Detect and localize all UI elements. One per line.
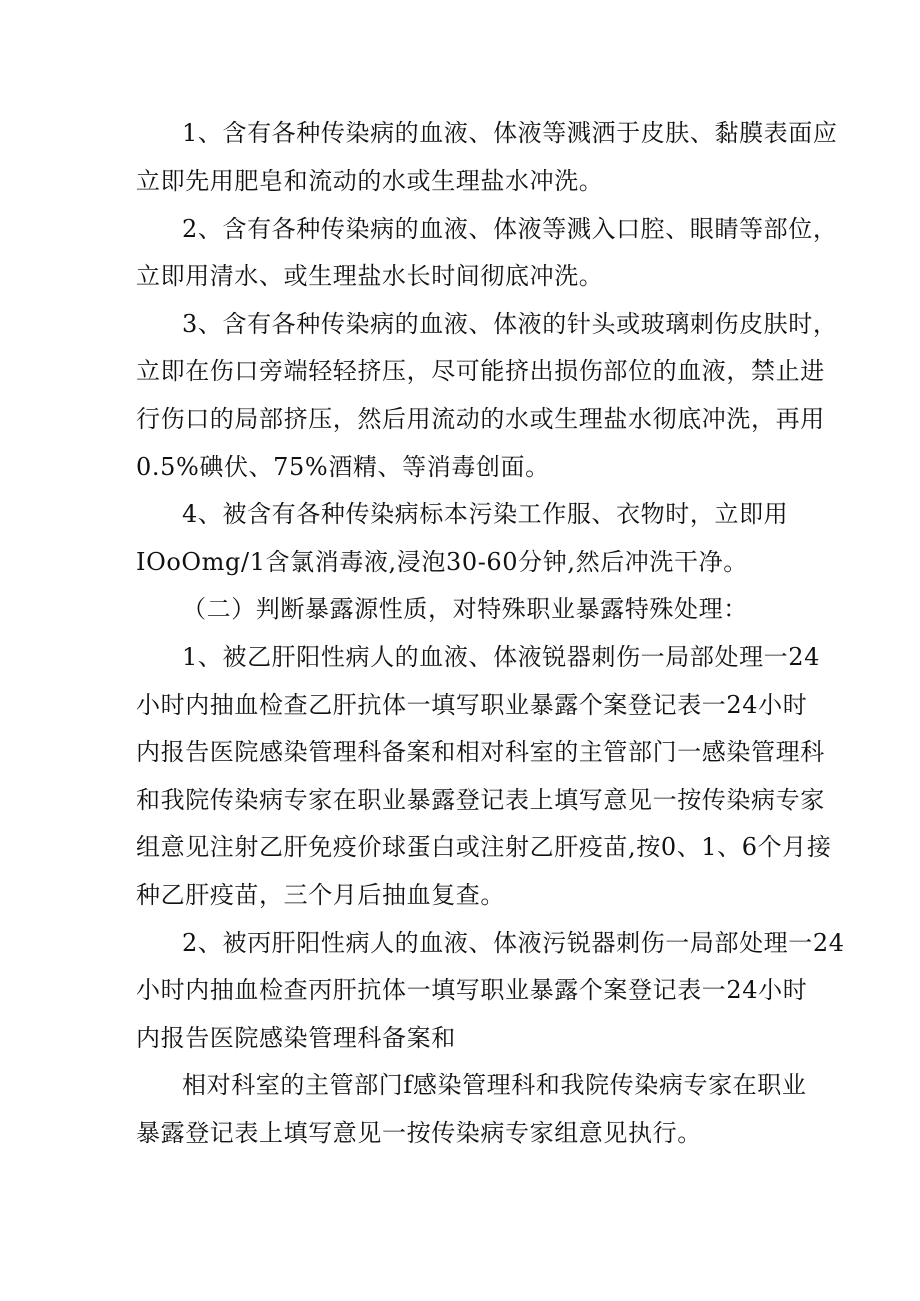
paragraph-4-line-2: IOoOmg/1含氯消毒液,浸泡30-60分钟,然后冲洗干净。 bbox=[136, 548, 748, 576]
paragraph-5-line-2: 小时内抽血检查乙肝抗体一填写职业暴露个案登记表一24小时 bbox=[136, 691, 808, 719]
paragraph-1-line-1: 1、含有各种传染病的血液、体液等溅洒于皮肤、黏膜表面应 bbox=[182, 119, 838, 147]
section-heading: （二）判断暴露源性质，对特殊职业暴露特殊处理： bbox=[182, 595, 748, 623]
paragraph-3-line-4: 0.5%碘伏、75%酒精、等消毒创面。 bbox=[136, 453, 550, 481]
paragraph-5-line-5: 组意见注射乙肝免疫价球蛋白或注射乙肝疫苗,按0、1、6个月接 bbox=[136, 833, 832, 861]
paragraph-1-line-2: 立即先用肥皂和流动的水或生理盐水冲洗。 bbox=[136, 167, 604, 195]
paragraph-5-line-4: 和我院传染病专家在职业暴露登记表上填写意见一按传染病专家 bbox=[136, 786, 825, 814]
paragraph-2-line-2: 立即用清水、或生理盐水长时间彻底冲洗。 bbox=[136, 262, 604, 290]
paragraph-2-line-1: 2、含有各种传染病的血液、体液等溅入口腔、眼睛等部位， bbox=[182, 215, 838, 243]
paragraph-6-line-2: 小时内抽血检查丙肝抗体一填写职业暴露个案登记表一24小时 bbox=[136, 976, 808, 1004]
paragraph-4-line-1: 4、被含有各种传染病标本污染工作服、衣物时，立即用 bbox=[182, 500, 789, 528]
paragraph-6-line-1: 2、被丙肝阳性病人的血液、体液污锐器刺伤一局部处理一24 bbox=[182, 929, 845, 957]
paragraph-3-line-1: 3、含有各种传染病的血液、体液的针头或玻璃刺伤皮肤时， bbox=[182, 310, 838, 338]
paragraph-5-line-3: 内报告医院感染管理科备案和相对科室的主管部门一感染管理科 bbox=[136, 738, 825, 766]
paragraph-7-line-1: 相对科室的主管部门f感染管理科和我院传染病专家在职业 bbox=[182, 1071, 807, 1099]
paragraph-5-line-1: 1、被乙肝阳性病人的血液、体液锐器刺伤一局部处理一24 bbox=[182, 643, 821, 671]
paragraph-3-line-2: 立即在伤口旁端轻轻挤压，尽可能挤出损伤部位的血液，禁止进 bbox=[136, 357, 825, 385]
paragraph-3-line-3: 行伤口的局部挤压，然后用流动的水或生理盐水彻底冲洗，再用 bbox=[136, 405, 825, 433]
paragraph-5-line-6: 种乙肝疫苗，三个月后抽血复查。 bbox=[136, 881, 505, 909]
paragraph-7-line-2: 暴露登记表上填写意见一按传染病专家组意见执行。 bbox=[136, 1119, 702, 1147]
paragraph-6-line-3: 内报告医院感染管理科备案和 bbox=[136, 1024, 456, 1052]
